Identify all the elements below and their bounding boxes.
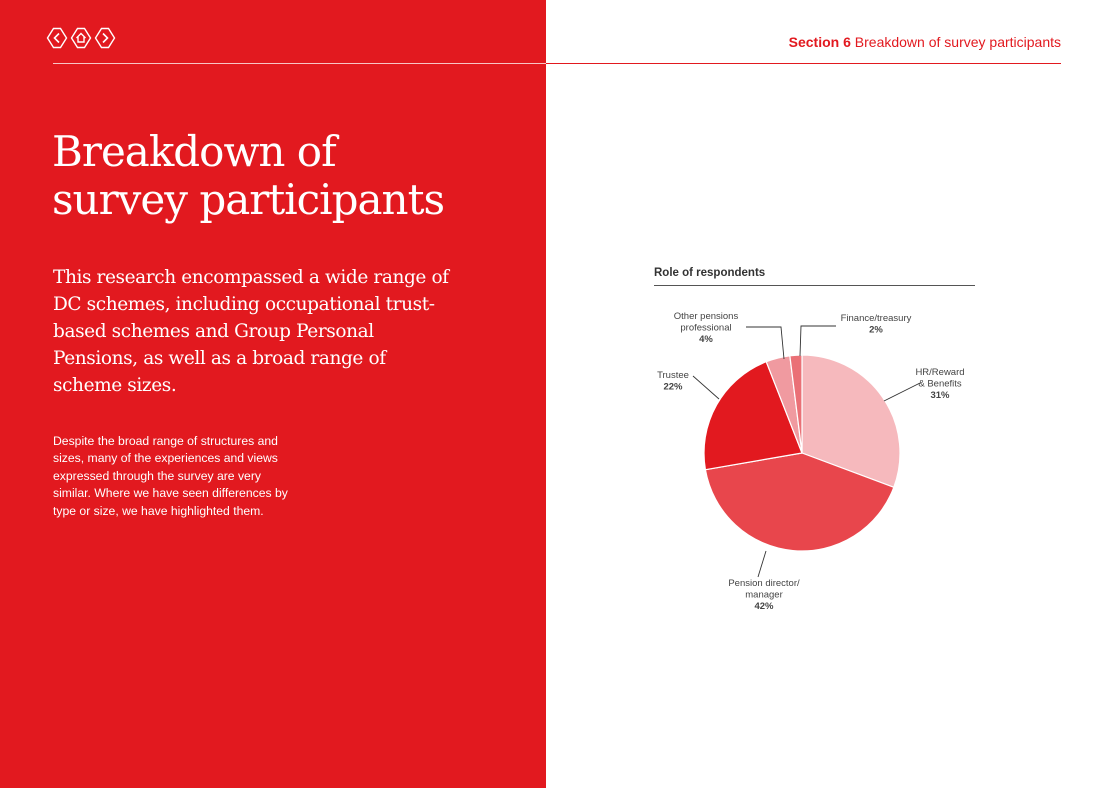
pie-label-finance-treasury: Finance/treasury 2% <box>840 313 912 336</box>
pie-label-hr-reward-benefits: HR/Reward & Benefits 31% <box>915 367 965 401</box>
pie-value-trustee: 22% <box>663 381 683 393</box>
leader-line-pension-director-manager <box>758 551 766 577</box>
pie-value-finance-treasury: 2% <box>869 324 883 336</box>
page-title-line-1: Breakdown of <box>52 127 336 176</box>
pie-label-trustee: Trustee 22% <box>657 370 689 393</box>
page-title-line-2: survey participants <box>52 175 445 224</box>
intro-paragraph: This research encompassed a wide range of DC schemes, including occupational trust-based schemes and Group Personal Pensions, as well as a broad range of scheme sizes. <box>53 267 449 396</box>
leader-line-other-pensions-professional <box>746 327 784 359</box>
leader-line-finance-treasury <box>800 326 836 356</box>
chart-title: Role of respondents <box>654 267 766 279</box>
pie-label-pension-director-manager: Pension director/ manager 42% <box>728 578 800 612</box>
pie-value-other-pensions-professional: 4% <box>699 334 713 345</box>
section-number: Section 6 <box>788 34 851 50</box>
section-title: Breakdown of survey participants <box>854 34 1061 50</box>
leader-line-hr-reward-benefits <box>884 383 920 401</box>
pie-value-pension-director-manager: 42% <box>754 601 774 612</box>
leader-line-trustee <box>693 376 719 399</box>
pie-value-hr-reward-benefits: 31% <box>930 390 950 401</box>
pie-label-other-pensions-professional: Other pensions professional 4% <box>673 311 739 345</box>
pie-slices <box>704 355 900 551</box>
body-paragraph: Despite the broad range of structures and sizes, many of the experiences and views expressed through the survey are very similar. Where we have seen differences by type or size, we have highlighted them. <box>53 434 288 518</box>
